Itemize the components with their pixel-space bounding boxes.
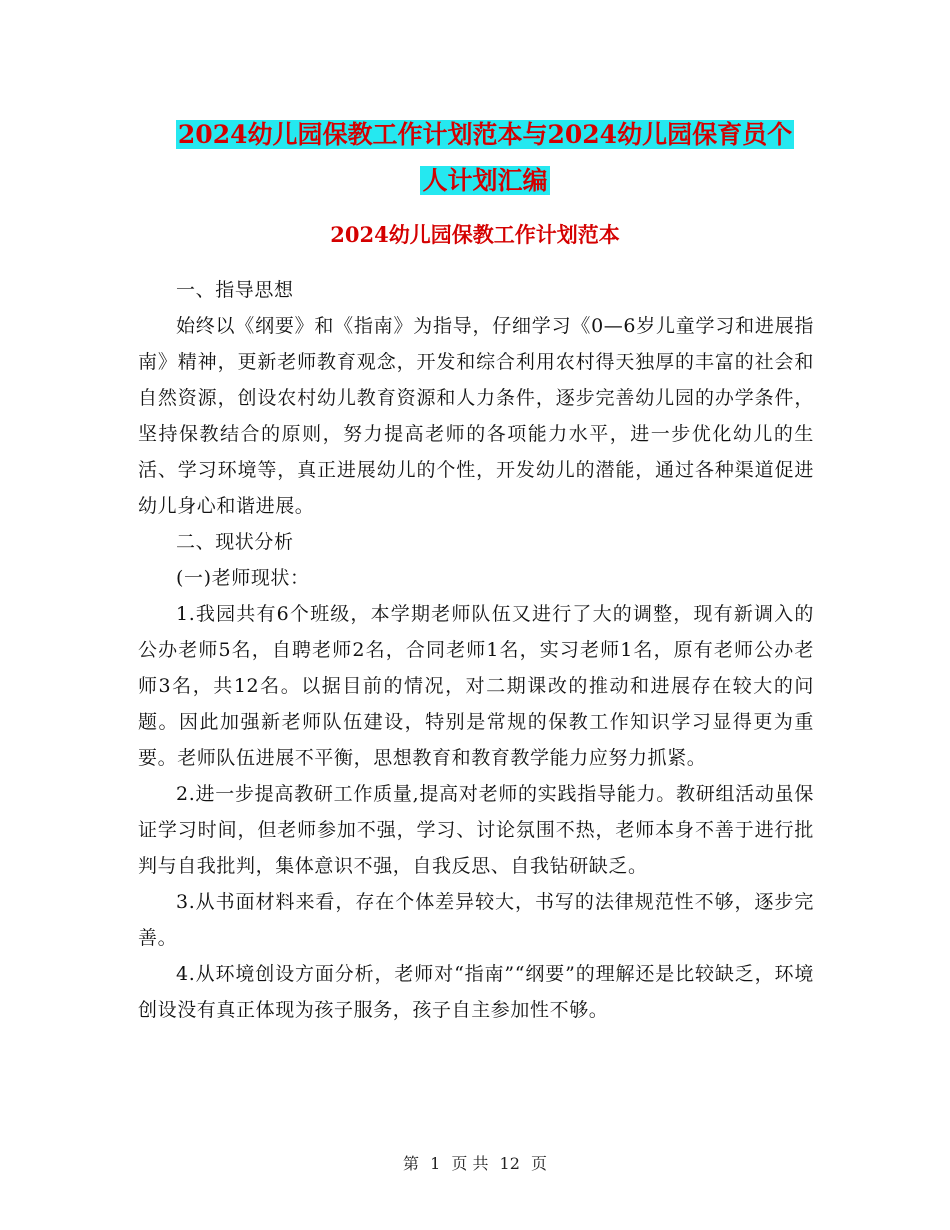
heading-status-analysis: 二、现状分析 [176,531,294,553]
subheading-teacher-status: (一)老师现状： [176,567,310,589]
page-label-suffix: 页 [531,1154,548,1173]
document-title-line-1: 2024幼儿园保教工作计划范本与2024幼儿园保育员个 [177,120,793,149]
paragraph-item-3: 3.从书面材料来看，存在个体差异较大，书写的法律规范性不够，逐步完善。 [138,891,814,949]
page-label-mid: 页 共 [451,1154,489,1173]
paragraph-guiding-ideology: 始终以《纲要》和《指南》为指导，仔细学习《0—6岁儿童学习和进展指南》精神，更新老师教育观念，开发和综合利用农村得天独厚的丰富的社会和自然资源，创设农村幼儿教育资源和人力条件，逐步完善幼儿园的办学条件，坚持保教结合的原则，努力提高老师的各项能力水平，进一步优化幼儿的生活、学习环境等，真正进展幼儿的个性，开发幼儿的潜能，通过各种渠道促进幼儿身心和谐进展。 [138,315,814,517]
paragraph-item-1: 1.我园共有6个班级，本学期老师队伍又进行了大的调整，现有新调入的公办老师5名，自聘老师2名，合同老师1名，实习老师1名，原有老师公办老师3名，共12名。以据目前的情况，对二期课改的推动和进展存在较大的问题。因此加强新老师队伍建设，特别是常规的保教工作知识学习显得更为重要。老师队伍进展不平衡，思想教育和教育教学能力应努力抓紧。 [138,603,814,769]
total-pages-number: 12 [499,1154,520,1173]
page-footer [0,1152,950,1176]
paragraph-item-2: 2.进一步提高教研工作质量,提高对老师的实践指导能力。教研组活动虽保证学习时间，但老师参加不强，学习、讨论氛围不热，老师本身不善于进行批判与自我批判，集体意识不强，自我反思、自我钻研缺乏。 [138,783,814,877]
document-body [138,272,814,1028]
document-title-line-2: 人计划汇编 [422,166,548,195]
section-title: 2024幼儿园保教工作计划范本 [330,222,620,247]
document-title [140,112,830,204]
paragraph-item-4: 4.从环境创设方面分析，老师对“指南”“纲要”的理解还是比较缺乏，环境创设没有真正体现为孩子服务，孩子自主参加性不够。 [138,963,814,1021]
heading-guiding-ideology: 一、指导思想 [176,279,294,301]
page-label-prefix: 第 [402,1154,419,1173]
current-page-number: 1 [430,1154,441,1173]
